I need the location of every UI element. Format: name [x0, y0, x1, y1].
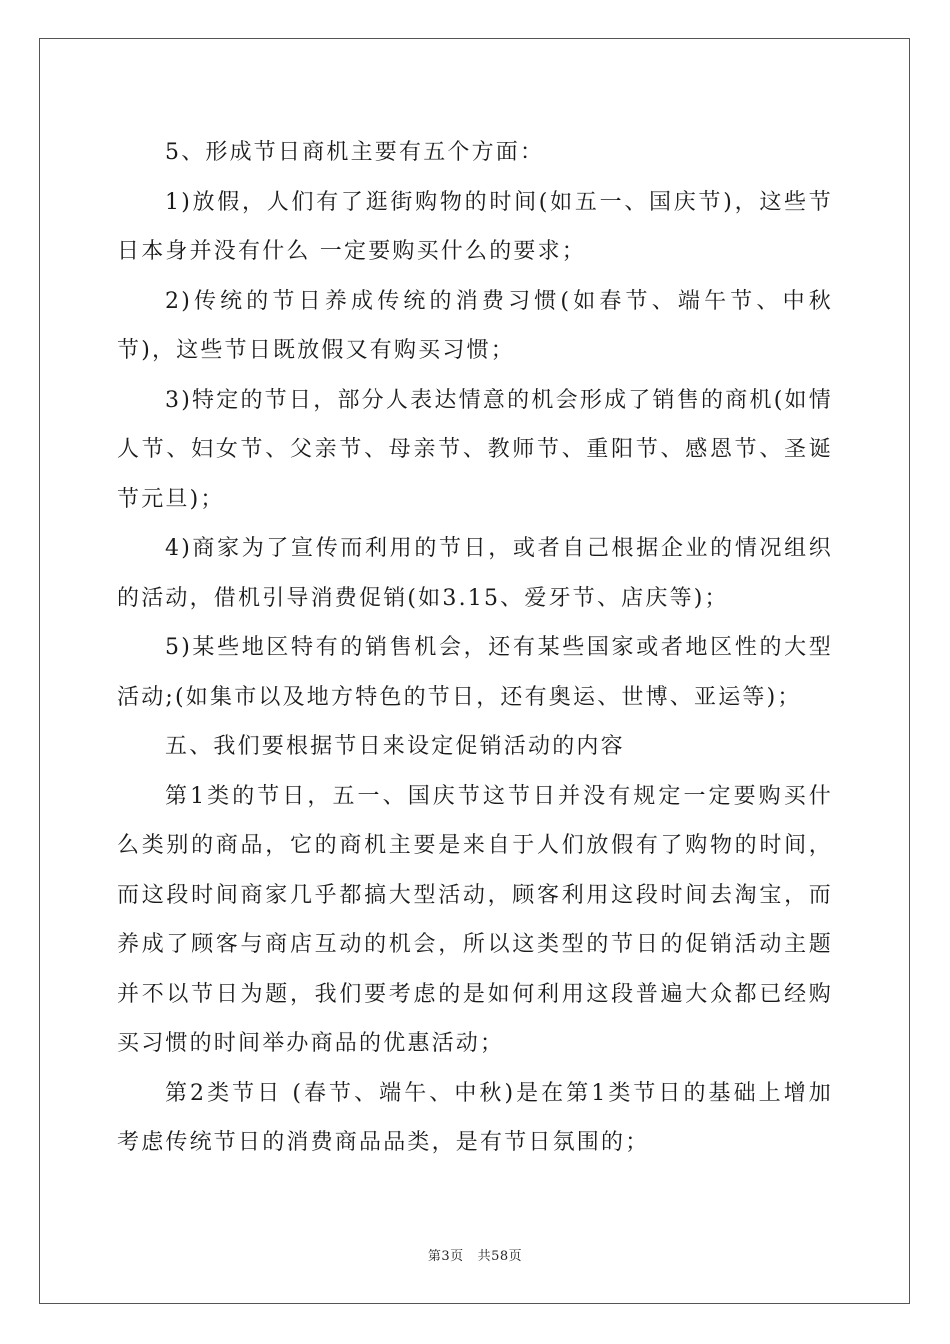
document-body: [117, 128, 833, 1168]
paragraph-7: 第1类的节日，五一、国庆节这节日并没有规定一定要购买什么类别的商品，它的商机主要是来自于人们放假有了购物的时间，而这段时间商家几乎都搞大型活动，顾客利用这段时间去淘宝，而养成了顾客与商店互动的机会，所以这类型的节日的促销活动主题并不以节日为题，我们要考虑的是如何利用这段普遍大众都已经购买习惯的时间举办商品的优惠活动；: [117, 783, 833, 1056]
paragraph-3: 2)传统的节日养成传统的消费习惯(如春节、端午节、中秋节)，这些节日既放假又有购买习惯；: [117, 288, 833, 363]
paragraph-1: 5、形成节日商机主要有五个方面：: [165, 140, 545, 165]
page-number: 第3页: [427, 1249, 464, 1264]
paragraph-8: 第2类节日 (春节、端午、中秋)是在第1类节日的基础上增加考虑传统节日的消费商品品类，是有节日氛围的；: [117, 1080, 833, 1155]
page-total: 共58页: [477, 1249, 523, 1264]
section-heading: 五、我们要根据节日来设定促销活动的内容: [165, 734, 625, 759]
paragraph-2: 1)放假，人们有了逛街购物的时间(如五一、国庆节)，这些节日本身并没有什么 一定要购买什么的要求；: [117, 189, 833, 264]
paragraph-5: 4)商家为了宣传而利用的节日，或者自己根据企业的情况组织的活动，借机引导消费促销(如3.15、爱牙节、店庆等)；: [117, 536, 833, 611]
paragraph-6: 5)某些地区特有的销售机会，还有某些国家或者地区性的大型活动;(如集市以及地方特色的节日，还有奥运、世博、亚运等)；: [117, 635, 833, 710]
paragraph-4: 3)特定的节日，部分人表达情意的机会形成了销售的商机(如情人节、妇女节、父亲节、母亲节、教师节、重阳节、感恩节、圣诞节元旦)；: [117, 387, 833, 512]
page-footer: [0, 1245, 950, 1264]
